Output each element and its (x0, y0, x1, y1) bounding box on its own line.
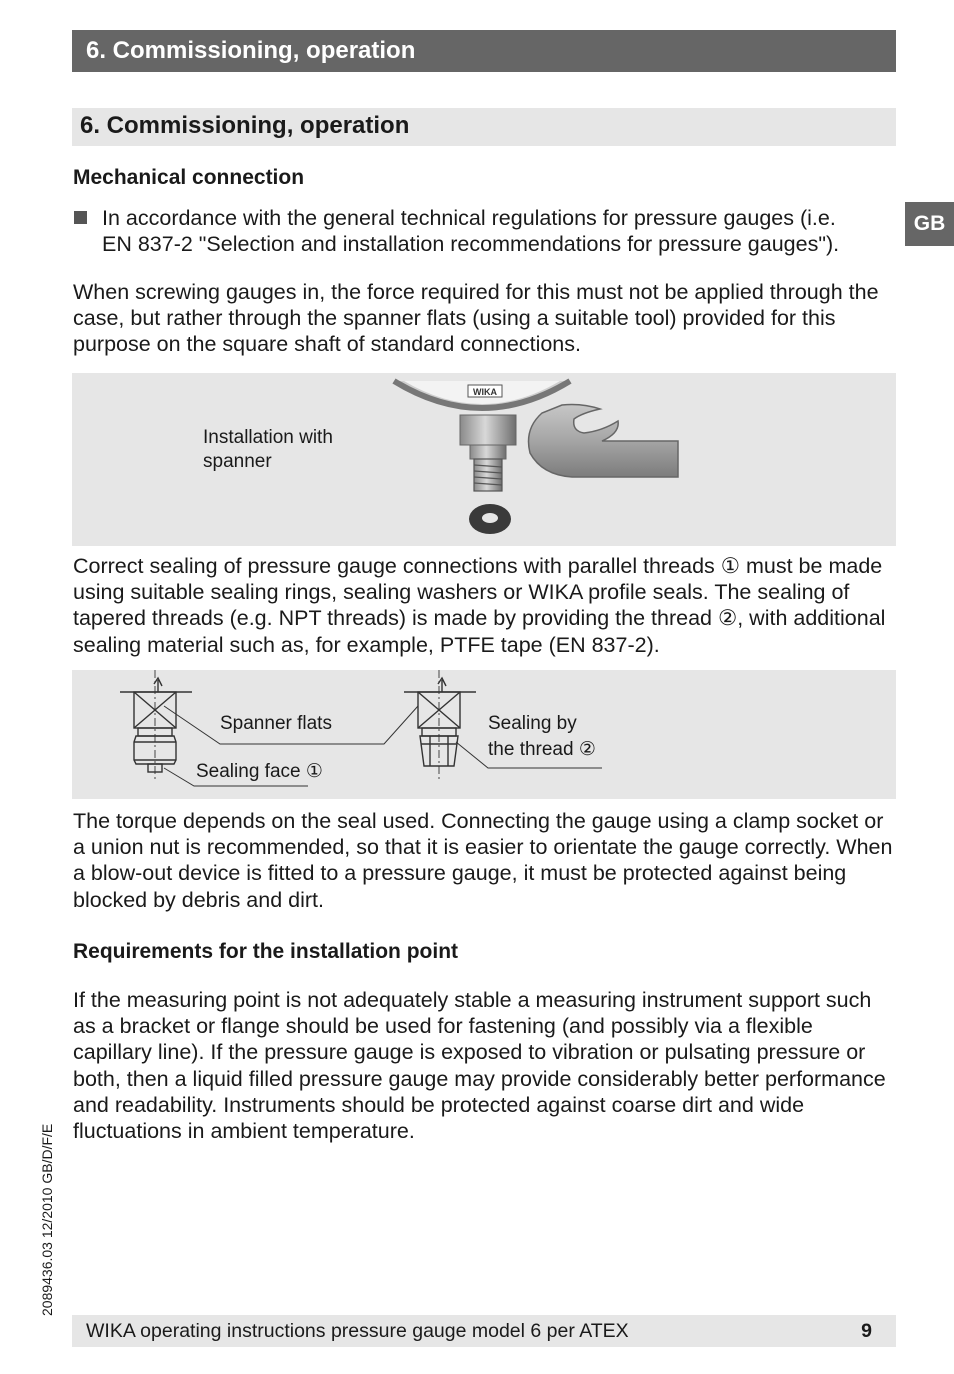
footer-text: WIKA operating instructions pressure gauge model 6 per ATEX (86, 1320, 629, 1342)
document-code: 2089436.03 12/2010 GB/D/F/E (39, 1123, 55, 1316)
sealing-thread-label-line-2: the thread ② (488, 739, 596, 760)
sealing-thread-label-line-1: Sealing by (488, 713, 577, 734)
language-tab[interactable]: GB (905, 202, 954, 246)
wika-logo: WIKA (473, 387, 497, 397)
torque-paragraph: The torque depends on the seal used. Connecting the gauge using a clamp socket or a union nut is recommended, so that it is easier to orientate the gauge correctly. When a blow-out device is fitted to a pressure gauge, it must be protected against being blocked by debris and dirt. (73, 809, 893, 912)
thread (474, 459, 502, 491)
sealing-paragraph: Correct sealing of pressure gauge connections with parallel threads ① must be made using suitable sealing rings, sealing washers or WIKA profile seals. The sealing of tapered threads (e.g. NPT threads) is made by providing the thread ②, with additional sealing material such as, for example, PTFE tape (EN 837-2). (73, 554, 886, 657)
bullet-line-1: In accordance with the general technical regulations for pressure gauges (i.e. (102, 206, 836, 230)
tapered-thread-fitting (404, 670, 476, 780)
installation-caption-line-2: spanner (203, 451, 272, 472)
gauge-spanner-illustration (72, 373, 896, 546)
installation-caption-line-1: Installation with (203, 427, 333, 448)
sealing-diagram (72, 670, 896, 799)
spanner-tool (529, 405, 679, 478)
mechanical-connection-heading: Mechanical connection (73, 166, 305, 189)
page-footer (72, 1315, 896, 1347)
page-header-title: 6. Commissioning, operation (72, 30, 896, 72)
section-title: 6. Commissioning, operation (72, 108, 896, 146)
screwing-paragraph: When screwing gauges in, the force required for this must not be applied through the case, but rather through the spanner flats (using a suitable tool) provided for this purpose on the square shaft of standard connections. (73, 280, 879, 357)
installation-point-paragraph: If the measuring point is not adequately stable a measuring instrument support such as a bracket or flange should be used for fastening (and possibly via a flexible capillary line). If the pressure gauge is exposed to vibration or pulsating pressure or both, then a liquid filled pressure gauge may provide considerably better performance and readability. Instruments should be protected against coarse dirt and wide fluctuations in ambient temperature. (73, 988, 886, 1144)
bullet-text (102, 205, 892, 257)
bullet-line-2: EN 837-2 "Selection and installation recommendations for pressure gauges"). (102, 232, 840, 257)
parallel-thread-fitting (120, 670, 192, 780)
spanner-flats-label: Spanner flats (220, 713, 332, 734)
gauge-socket (460, 415, 516, 445)
sealing-face-label: Sealing face ① (196, 761, 323, 782)
installation-point-heading: Requirements for the installation point (73, 940, 459, 963)
page-number: 9 (861, 1320, 872, 1342)
installation-figure (72, 373, 896, 546)
bullet-square-icon (74, 211, 87, 224)
